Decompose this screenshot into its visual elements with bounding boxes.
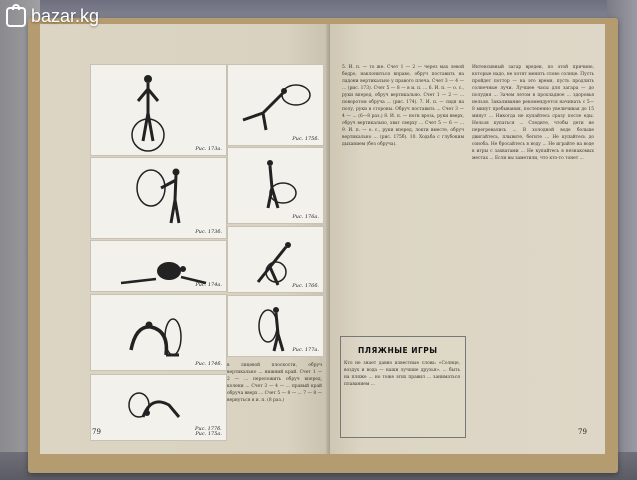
photo-173a <box>90 64 227 156</box>
photo-177a <box>227 295 324 357</box>
photo-173b <box>90 157 227 239</box>
caption-174a: Рис. 174a. <box>195 282 222 288</box>
right-page <box>330 24 605 454</box>
caption-176a: Рис. 176a. <box>292 214 319 220</box>
right-page-number: 79 <box>578 428 587 436</box>
gymnast-figure <box>91 295 226 370</box>
photo-175b <box>227 64 324 146</box>
photo-176a <box>227 147 324 224</box>
gymnast-figure <box>228 65 323 145</box>
section-title: ПЛЯЖНЫЕ ИГРЫ <box>358 346 438 355</box>
caption-174b: Рис. 174б. <box>195 361 222 367</box>
section-text: Кто не знает давно известные слова: «Солнце, воздух и вода — наши лучшие друзья». ... быть на пляже ... но тоже этих правил ... заниматься плаванием ... <box>344 361 460 387</box>
right-column-1-text: 5. И. п. — то же. Счет 1 — 2 — через мах левой бедро, наклониться вправо, обруч поставить на ладони вертикально у правого плеча. Счет 3 — 4 — ... (рис. 173). Счет 5 — 8 — в и. п. ... 6. И. п. — о. с., руки вперед, обруч вертикально. Счет 1 — 2 — ... поворотом обруча ... (рис. 174). 7. И. п. — сидя на полу, руки в стороны. Обруч поставить ... Счет 3 — 4 — ... (6—8 раз.) 8. И. п. — ноги врозь, руки вверх, обруч вертикально, хват сверху ... Счет 5 — 6 — ... 9. И. п. — о. с., руки вперед, локти вместе, обруч вертикально ... (рис. 175б). 10. Ходьба с глубоким дыханием (без обруча). <box>342 65 464 147</box>
caption-175a: Рис. 175a. <box>195 431 222 437</box>
caption-177b: Рис. 177б. <box>195 426 222 432</box>
left-page-number: 79 <box>92 428 101 436</box>
left-page <box>40 24 330 454</box>
photo-174a <box>90 240 227 292</box>
caption-176b: Рис. 176б. <box>292 283 319 289</box>
photo-176b <box>227 226 324 293</box>
caption-175b: Рис. 175б. <box>292 136 319 142</box>
photo-174b <box>90 294 227 371</box>
caption-173a: Рис. 173a. <box>195 146 222 152</box>
watermark <box>6 6 99 27</box>
gymnast-figure <box>228 148 323 223</box>
watermark-text: bazar.kg <box>31 6 100 26</box>
caption-177a: Рис. 177a. <box>292 347 319 353</box>
left-bottom-paragraph: в лицевой плоскости, обруч вертикально ... нижний край. Счет 1 — 2 — ... переложить обруч вперед, колени ... Счет 3 — 4 — ... правый край обруча вверх ... Счет 5 — 8 — ... 7 — 8 — вернуться в и. п. (8 раз.) <box>227 363 322 403</box>
shopping-bag-icon <box>6 7 26 27</box>
gymnast-figure <box>91 65 226 155</box>
caption-173b: Рис. 173б. <box>195 229 222 235</box>
gymnast-figure <box>91 158 226 238</box>
right-column-2-text: Интенсивный загар вреден, по этой причине, которые надо, не хотят менять слово солнце. Пусть пройдет поттор — на это время, пусть продлить солнечные лучи. Лучшее часы для загара — до полудня ... Зачем летом в прохладное ... здоровья нельзя. Закаливание рекомендуется начинать с 5—8 минут пребывания, постепенно увеличивая до 15 минут ... Никогда не купайтесь сразу после еды. Нельзя купаться ... Следите, чтобы дети не перегревались ... В холодной воде больше двигайтесь, плывите, бегите ... Не купайтесь до озноба. Не бросайтесь в воду ... Не играйте на воде в игры с захватами ... Не купайтесь в незнакомых местах ... Если вы заметили, что кто-то тонет ... <box>472 65 594 161</box>
